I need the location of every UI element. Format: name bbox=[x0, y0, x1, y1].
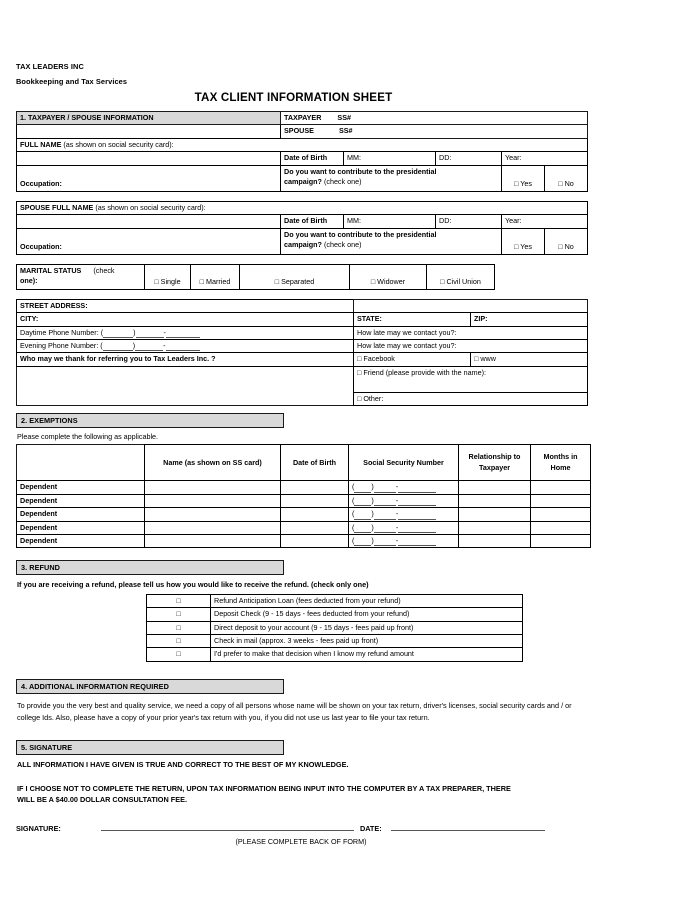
dependent-months-cell[interactable] bbox=[531, 521, 591, 534]
taxpayer-ss-label: SS# bbox=[337, 113, 352, 122]
section5-fee-notice-2: WILL BE A $40.00 DOLLAR CONSULTATION FEE. bbox=[17, 795, 188, 805]
table-row bbox=[17, 201, 588, 214]
evening-dash: - bbox=[163, 340, 166, 350]
section4-header-wrap bbox=[16, 679, 616, 694]
dependent-row-label: Dependent bbox=[17, 494, 145, 507]
table-row bbox=[17, 339, 588, 352]
dependent-ssn-cell[interactable] bbox=[349, 535, 459, 548]
section5-fee-notice-1: IF I CHOOSE NOT TO COMPLETE THE RETURN, UPON TAX INFORMATION BEING INPUT INTO THE COMPUTER BY A TAX PREPARER, THERE bbox=[17, 783, 511, 793]
marital-option-separated[interactable]: □ Separated bbox=[240, 264, 350, 289]
section5-statement: ALL INFORMATION I HAVE GIVEN IS TRUE AND CORRECT TO THE BEST OF MY KNOWLEDGE. bbox=[17, 759, 349, 769]
refund-option-label-2[interactable]: Direct deposit to your account (9 - 15 days - fees paid up front) bbox=[211, 621, 523, 634]
table-row bbox=[17, 508, 591, 521]
daytime-paren: ) bbox=[133, 327, 136, 337]
dependent-relationship-cell[interactable] bbox=[459, 521, 531, 534]
dob-mm-cell[interactable]: MM: bbox=[344, 152, 436, 165]
referral-option-other[interactable]: □ Other: bbox=[354, 392, 588, 405]
table-row bbox=[17, 125, 588, 138]
spouse-occupation-label: Occupation: bbox=[20, 242, 62, 252]
exemptions-corner-cell bbox=[17, 445, 145, 481]
table-row bbox=[17, 299, 588, 312]
table-row bbox=[147, 648, 523, 661]
daytime-phone-cell[interactable] bbox=[17, 326, 354, 339]
dependent-relationship-cell[interactable] bbox=[459, 508, 531, 521]
date-input-line[interactable] bbox=[391, 822, 545, 831]
dependent-row-label: Dependent bbox=[17, 508, 145, 521]
dependent-ssn-cell[interactable] bbox=[349, 508, 459, 521]
spouse-label: SPOUSE bbox=[284, 126, 314, 136]
taxpayer-info-table bbox=[16, 111, 588, 192]
spouse-info-table bbox=[16, 201, 588, 255]
spouse-campaign-yes-checkbox[interactable]: □ Yes bbox=[502, 228, 545, 254]
ssn-open-paren: ( bbox=[352, 482, 355, 492]
section3-header: 3. REFUND bbox=[16, 560, 284, 575]
col-header-months-l1: Months in bbox=[543, 452, 578, 462]
address-table bbox=[16, 299, 588, 407]
campaign-question bbox=[281, 165, 502, 191]
spacer-cell bbox=[17, 125, 281, 138]
dependent-months-cell[interactable] bbox=[531, 508, 591, 521]
dependent-name-cell[interactable] bbox=[145, 535, 281, 548]
state-cell[interactable]: STATE: bbox=[354, 313, 471, 326]
evening-paren: ) bbox=[132, 340, 136, 350]
spouse-dob-label: Date of Birth bbox=[281, 215, 344, 228]
col-header-months bbox=[531, 445, 591, 481]
exemptions-table bbox=[16, 444, 591, 548]
spouse-ssn-cell[interactable] bbox=[281, 125, 588, 138]
street-address-blank bbox=[354, 299, 588, 312]
evening-phone-label: Evening Phone Number: ( bbox=[20, 340, 103, 350]
taxpayer-ssn-cell[interactable] bbox=[281, 112, 588, 125]
table-row bbox=[147, 621, 523, 634]
table-row bbox=[17, 326, 588, 339]
spouse-campaign-line2: campaign? bbox=[284, 240, 322, 250]
refund-option-label-1[interactable]: Deposit Check (9 - 15 days - fees deducted from your refund) bbox=[211, 608, 523, 621]
spouse-campaign-note: (check one) bbox=[323, 240, 362, 250]
dependent-dob-cell[interactable] bbox=[281, 535, 349, 548]
section2-header-wrap bbox=[16, 413, 616, 428]
marital-option-widower[interactable]: □ Widower bbox=[350, 264, 427, 289]
campaign-line2: campaign? bbox=[284, 177, 322, 187]
signature-label: SIGNATURE: bbox=[16, 824, 61, 834]
table-row bbox=[17, 366, 588, 392]
referral-option-facebook[interactable]: □ Facebook bbox=[354, 353, 471, 366]
refund-checkbox-0[interactable]: □ bbox=[147, 594, 211, 607]
ssn-dash: - bbox=[395, 495, 399, 505]
dependent-ssn-cell[interactable] bbox=[349, 481, 459, 494]
dependent-ssn-cell[interactable] bbox=[349, 521, 459, 534]
ssn-open-paren: ( bbox=[352, 522, 355, 532]
company-name: TAX LEADERS INC bbox=[16, 62, 84, 71]
table-row bbox=[147, 594, 523, 607]
campaign-no-checkbox[interactable]: □ No bbox=[545, 165, 588, 191]
table-row bbox=[147, 608, 523, 621]
refund-checkbox-2[interactable]: □ bbox=[147, 621, 211, 634]
col-header-dob: Date of Birth bbox=[281, 445, 349, 481]
evening-contact-cell[interactable]: How late may we contact you?: bbox=[354, 339, 588, 352]
spouse-campaign-question bbox=[281, 228, 502, 254]
ssn-dash: - bbox=[395, 522, 399, 532]
full-name-cell[interactable] bbox=[17, 138, 588, 151]
refund-options-table bbox=[146, 594, 523, 662]
ssn-dash: - bbox=[395, 482, 399, 492]
marital-status-table bbox=[16, 264, 495, 290]
signature-input-line[interactable] bbox=[101, 822, 354, 831]
dependent-dob-cell[interactable] bbox=[281, 521, 349, 534]
spouse-dob-dd-cell[interactable]: DD: bbox=[436, 215, 502, 228]
campaign-line1: Do you want to contribute to the presidential bbox=[284, 166, 437, 176]
section1-header: 1. TAXPAYER / SPOUSE INFORMATION bbox=[17, 112, 281, 125]
ssn-close-paren: ) bbox=[371, 495, 374, 505]
spouse-occupation-cell[interactable] bbox=[17, 228, 281, 254]
occupation-label: Occupation: bbox=[20, 179, 62, 189]
table-row bbox=[17, 445, 591, 481]
col-header-months-l2: Home bbox=[550, 462, 571, 472]
full-name-label: FULL NAME bbox=[20, 139, 62, 149]
dependent-dob-cell[interactable] bbox=[281, 508, 349, 521]
refund-checkbox-4[interactable]: □ bbox=[147, 648, 211, 661]
ssn-open-paren: ( bbox=[352, 509, 355, 519]
table-row bbox=[17, 313, 588, 326]
spouse-full-name-cell[interactable] bbox=[17, 201, 588, 214]
dependent-row-label: Dependent bbox=[17, 535, 145, 548]
table-row bbox=[147, 635, 523, 648]
marital-option-civil-union[interactable]: □ Civil Union bbox=[427, 264, 495, 289]
table-row bbox=[17, 494, 591, 507]
name-input-cell[interactable] bbox=[17, 152, 281, 165]
section3-header-wrap bbox=[16, 560, 616, 575]
dependent-months-cell[interactable] bbox=[531, 481, 591, 494]
zip-cell[interactable]: ZIP: bbox=[471, 313, 588, 326]
referral-question: Who may we thank for referring you to Tax Leaders Inc. ? bbox=[17, 353, 354, 366]
marital-option-single[interactable]: □ Single bbox=[145, 264, 191, 289]
spouse-dob-mm-cell[interactable]: MM: bbox=[344, 215, 436, 228]
col-header-ssn: Social Security Number bbox=[349, 445, 459, 481]
dependent-dob-cell[interactable] bbox=[281, 494, 349, 507]
col-header-relationship-l1: Relationship to bbox=[468, 452, 521, 462]
marital-status-label bbox=[17, 264, 145, 289]
table-row bbox=[17, 165, 588, 191]
footer-note: (PLEASE COMPLETE BACK OF FORM) bbox=[235, 837, 367, 847]
referral-option-friend[interactable]: □ Friend (please provide with the name): bbox=[354, 366, 588, 392]
dob-year-cell[interactable]: Year: bbox=[502, 152, 588, 165]
table-row bbox=[17, 112, 588, 125]
dob-dd-cell[interactable]: DD: bbox=[436, 152, 502, 165]
ssn-dash: - bbox=[395, 509, 399, 519]
table-row bbox=[17, 138, 588, 151]
spouse-campaign-no-checkbox[interactable]: □ No bbox=[545, 228, 588, 254]
city-cell[interactable]: CITY: bbox=[17, 313, 354, 326]
col-header-relationship-l2: Taxpayer bbox=[478, 462, 511, 472]
table-row bbox=[17, 152, 588, 165]
daytime-phone-label: Daytime Phone Number: ( bbox=[20, 327, 104, 337]
section2-note: Please complete the following as applicable. bbox=[17, 432, 159, 442]
referral-option-www[interactable]: □ www bbox=[471, 353, 588, 366]
marital-label-one: one): bbox=[20, 276, 38, 286]
dependent-relationship-cell[interactable] bbox=[459, 494, 531, 507]
dependent-relationship-cell[interactable] bbox=[459, 481, 531, 494]
spouse-name-input-cell[interactable] bbox=[17, 215, 281, 228]
marital-label-bold: MARITAL STATUS bbox=[20, 265, 82, 275]
taxpayer-label: TAXPAYER bbox=[284, 113, 322, 122]
dependent-months-cell[interactable] bbox=[531, 535, 591, 548]
daytime-contact-cell[interactable]: How late may we contact you?: bbox=[354, 326, 588, 339]
refund-checkbox-3[interactable]: □ bbox=[147, 635, 211, 648]
marital-option-married[interactable]: □ Married bbox=[191, 264, 240, 289]
spouse-ss-label: SS# bbox=[338, 126, 353, 136]
spouse-full-name-label: SPOUSE FULL NAME bbox=[20, 202, 94, 212]
ssn-open-paren: ( bbox=[352, 536, 355, 545]
table-row bbox=[17, 521, 591, 534]
section5-header: 5. SIGNATURE bbox=[16, 740, 284, 755]
campaign-yes-checkbox[interactable]: □ Yes bbox=[502, 165, 545, 191]
signature-row bbox=[16, 822, 616, 836]
ssn-open-paren: ( bbox=[352, 495, 355, 505]
dependent-relationship-cell[interactable] bbox=[459, 535, 531, 548]
ssn-close-paren: ) bbox=[371, 522, 374, 532]
dependent-row-label: Dependent bbox=[17, 481, 145, 494]
campaign-note: (check one) bbox=[323, 177, 362, 187]
dependent-name-cell[interactable] bbox=[145, 521, 281, 534]
dependent-name-cell[interactable] bbox=[145, 508, 281, 521]
ssn-close-paren: ) bbox=[371, 482, 374, 492]
table-row bbox=[17, 215, 588, 228]
col-header-relationship bbox=[459, 445, 531, 481]
refund-checkbox-1[interactable]: □ bbox=[147, 608, 211, 621]
table-row bbox=[17, 264, 495, 289]
dependent-dob-cell[interactable] bbox=[281, 481, 349, 494]
dependent-ssn-cell[interactable] bbox=[349, 494, 459, 507]
table-row bbox=[17, 228, 588, 254]
table-row bbox=[17, 535, 591, 548]
refund-option-label-0[interactable]: Refund Anticipation Loan (fees deducted from your refund) bbox=[211, 594, 523, 607]
ssn-dash: - bbox=[395, 536, 399, 545]
spouse-campaign-line1: Do you want to contribute to the presidential bbox=[284, 229, 437, 239]
section2-header: 2. EXEMPTIONS bbox=[16, 413, 284, 428]
section3-instruction: If you are receiving a refund, please tell us how you would like to receive the refund. (check only one) bbox=[17, 580, 369, 590]
street-address-cell[interactable]: STREET ADDRESS: bbox=[17, 299, 354, 312]
date-label: DATE: bbox=[359, 824, 382, 834]
section4-header: 4. ADDITIONAL INFORMATION REQUIRED bbox=[16, 679, 284, 694]
full-name-note: (as shown on social security card): bbox=[63, 139, 174, 149]
evening-phone-cell[interactable] bbox=[17, 339, 354, 352]
marital-label-check: (check bbox=[93, 265, 115, 275]
dependent-name-cell[interactable] bbox=[145, 494, 281, 507]
spouse-full-name-note: (as shown on social security card): bbox=[95, 202, 206, 212]
table-row bbox=[17, 353, 588, 366]
section4-paragraph: To provide you the very best and quality service, we need a copy of all persons whose name will be shown on your tax return, driver's licenses, social security cards and / or college Ids. Also, please have a copy of your prior year's tax return with you, if you did not use us last year to file your tax return. bbox=[17, 700, 572, 722]
ssn-close-paren: ) bbox=[371, 536, 374, 545]
ssn-close-paren: ) bbox=[371, 509, 374, 519]
col-header-name: Name (as shown on SS card) bbox=[145, 445, 281, 481]
table-row bbox=[17, 481, 591, 494]
refund-option-label-4[interactable]: I'd prefer to make that decision when I know my refund amount bbox=[211, 648, 523, 661]
dependent-row-label: Dependent bbox=[17, 521, 145, 534]
dependent-months-cell[interactable] bbox=[531, 494, 591, 507]
daytime-dash: - bbox=[163, 327, 166, 337]
dob-label: Date of Birth bbox=[281, 152, 344, 165]
company-tagline: Bookkeeping and Tax Services bbox=[16, 77, 128, 86]
referral-blank-area bbox=[17, 366, 354, 405]
dependent-name-cell[interactable] bbox=[145, 481, 281, 494]
spouse-dob-year-cell[interactable]: Year: bbox=[502, 215, 588, 228]
page-title: TAX CLIENT INFORMATION SHEET bbox=[194, 91, 393, 104]
section5-header-wrap bbox=[16, 740, 616, 755]
occupation-cell[interactable] bbox=[17, 165, 281, 191]
refund-option-label-3[interactable]: Check in mail (approx. 3 weeks - fees paid up front) bbox=[211, 635, 523, 648]
